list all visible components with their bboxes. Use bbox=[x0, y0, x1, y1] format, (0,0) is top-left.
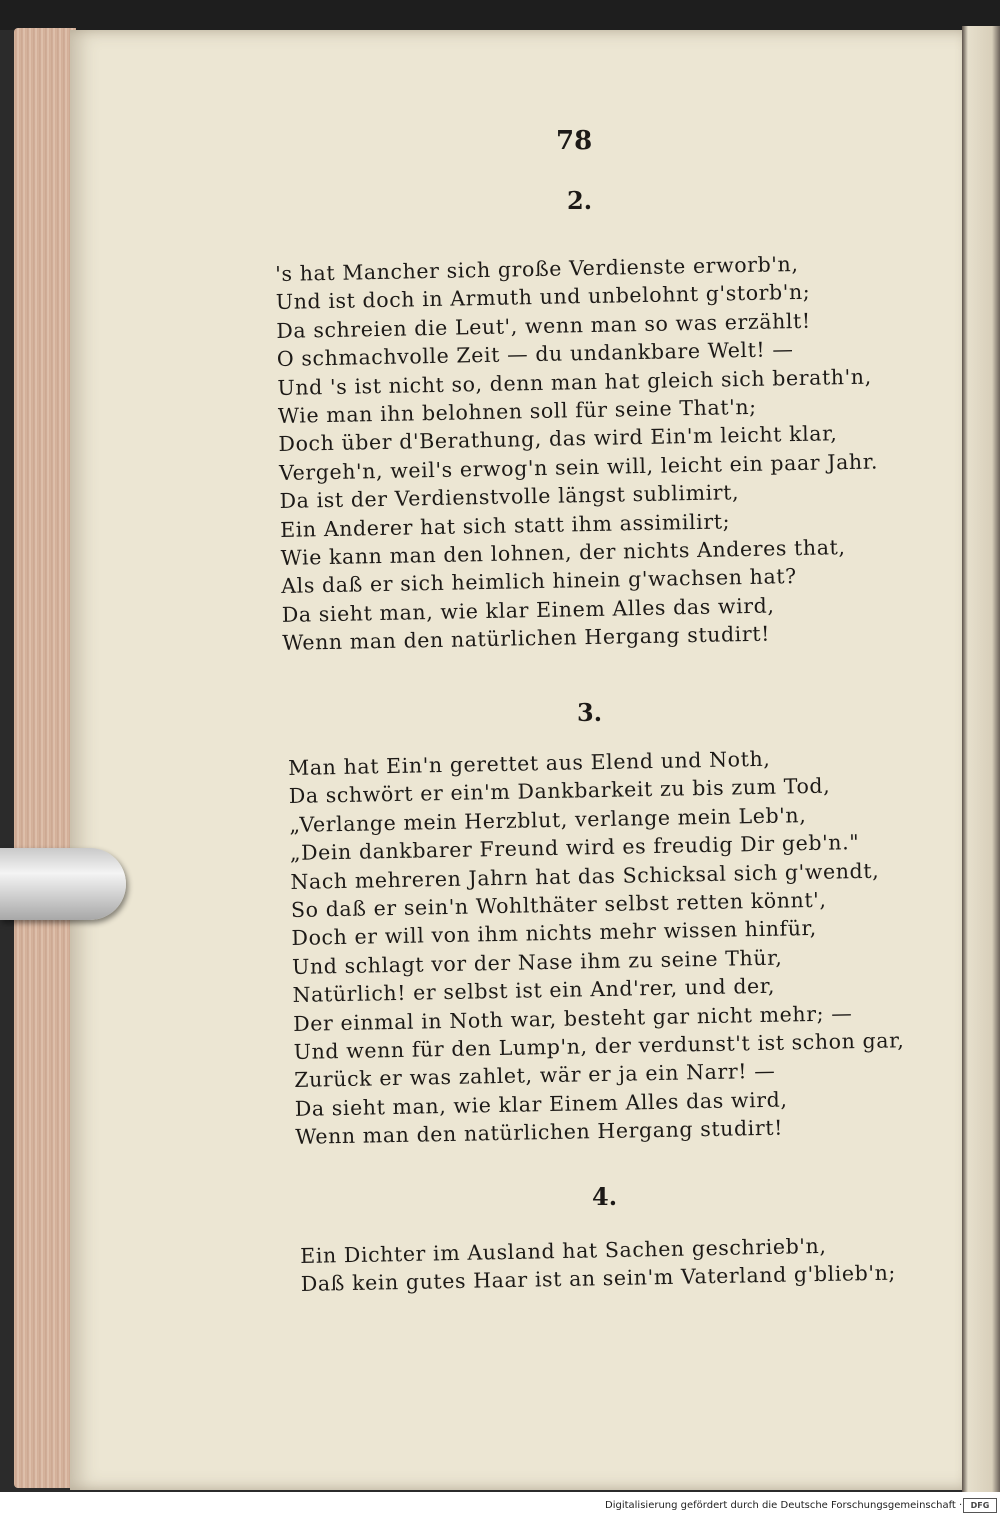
verse-line: „Dein dankbarer Freund wird es freudig Dir geb'n." bbox=[289, 830, 860, 866]
verse-line: Und ist doch in Armuth und unbelohnt g'storb'n; bbox=[275, 280, 811, 315]
book-page bbox=[70, 30, 970, 1490]
verse-line: Wenn man den natürlichen Hergang studirt! bbox=[295, 1115, 784, 1150]
verse-line: Da schreien die Leut', wenn man so was erzählt! bbox=[276, 308, 811, 343]
verse-line: Der einmal in Noth war, besteht gar nicht mehr; — bbox=[292, 1000, 853, 1036]
verse-line: „Verlange mein Herzblut, verlange mein Leb'n, bbox=[289, 802, 807, 837]
verse-line: Wenn man den natürlichen Hergang studirt! bbox=[282, 621, 771, 656]
verse-line: So daß er sein'n Wohlthäter selbst retten könnt', bbox=[290, 887, 827, 922]
verse-line: Da schwört er ein'm Dankbarkeit zu bis zum Tod, bbox=[288, 773, 831, 809]
section-number: 3. bbox=[577, 698, 603, 727]
scan-top-border bbox=[0, 0, 1000, 30]
verse-line: Und schlagt vor der Nase ihm zu seine Thür, bbox=[291, 945, 783, 979]
verse-line: Ein Anderer hat sich statt ihm assimilirt; bbox=[279, 508, 731, 542]
verse-line: Nach mehreren Jahrn hat das Schicksal sich g'wendt, bbox=[290, 858, 880, 894]
page-clip bbox=[0, 848, 126, 920]
verse-line: Doch über d'Berathung, das wird Ein'm leicht klar, bbox=[278, 421, 838, 457]
verse-line: Ein Dichter im Ausland hat Sachen geschrieb'n, bbox=[300, 1233, 827, 1268]
page-text bbox=[70, 30, 970, 1490]
verse-line: Man hat Ein'n gerettet aus Elend und Noth, bbox=[288, 746, 771, 780]
verse-line: Natürlich! er selbst ist ein And'rer, und der, bbox=[292, 973, 776, 1008]
verse-line: O schmachvolle Zeit — du undankbare Welt! — bbox=[276, 337, 794, 372]
stanza bbox=[300, 1231, 896, 1299]
verse-line: Da sieht man, wie klar Einem Alles das wird, bbox=[294, 1087, 788, 1121]
stanza bbox=[288, 742, 906, 1151]
verse-line: Da sieht man, wie klar Einem Alles das wird, bbox=[281, 593, 775, 627]
verse-line: Wie kann man den lohnen, der nichts Anderes that, bbox=[280, 535, 846, 570]
verse-line: Da ist der Verdienstvolle längst sublimirt, bbox=[279, 480, 740, 514]
verse-line: Und 's ist nicht so, denn man hat gleich sich berath'n, bbox=[277, 364, 872, 400]
book-page-edges bbox=[14, 28, 76, 1488]
verse-line: Daß kein gutes Haar ist an sein'm Vaterland g'blieb'n; bbox=[300, 1260, 897, 1297]
verse-line: Als daß er sich heimlich hinein g'wachsen hat? bbox=[281, 564, 797, 599]
section-number: 2. bbox=[567, 186, 593, 215]
verse-line: Wie man ihn belohnen soll für seine That'n; bbox=[277, 394, 757, 428]
dfg-logo: DFG bbox=[963, 1498, 997, 1513]
verse-line: Und wenn für den Lump'n, der verdunst't ist schon gar, bbox=[293, 1028, 905, 1064]
stanza bbox=[275, 249, 882, 658]
section-number: 4. bbox=[592, 1182, 618, 1211]
verse-line: Vergeh'n, weil's erwog'n sein will, leicht ein paar Jahr. bbox=[278, 449, 879, 485]
verse-line: Zurück er was zahlet, wär er ja ein Narr! — bbox=[294, 1059, 776, 1093]
page-number: 78 bbox=[556, 126, 593, 156]
verse-line: 's hat Mancher sich große Verdienste erworb'n, bbox=[275, 251, 799, 286]
verse-line: Doch er will von ihm nichts mehr wissen hinfür, bbox=[291, 916, 818, 951]
digitization-credit: Digitalisierung gefördert durch die Deutsche Forschungsgemeinschaft · bbox=[605, 1500, 963, 1511]
facing-page-edge bbox=[962, 26, 1000, 1492]
